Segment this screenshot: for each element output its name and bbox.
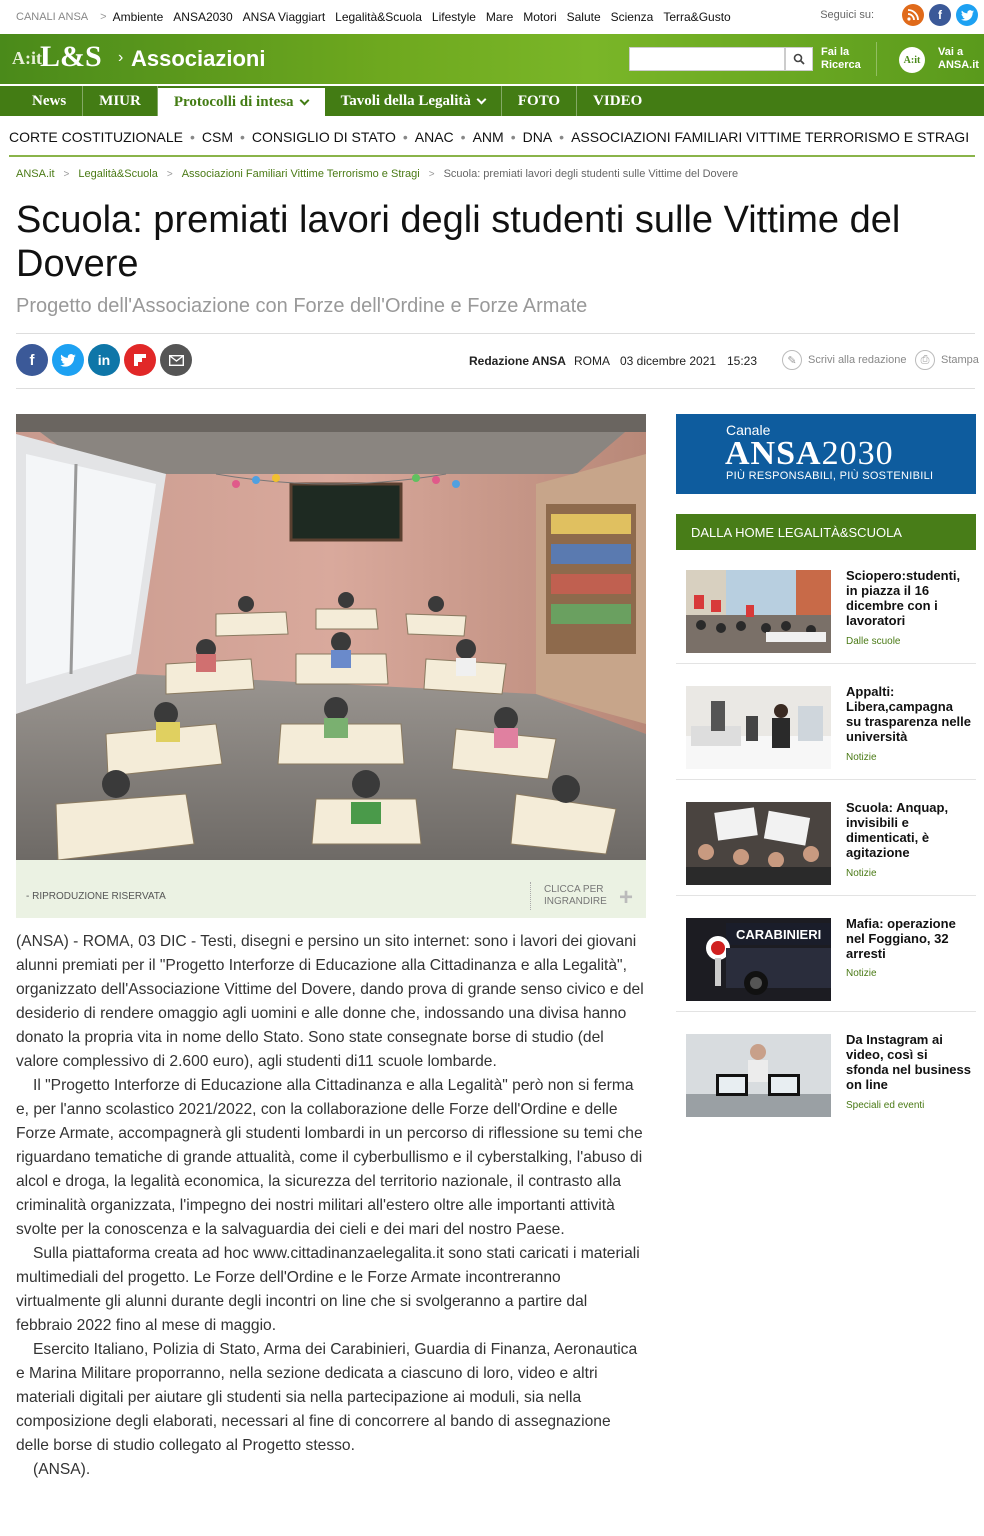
news-thumbnail[interactable] <box>686 918 831 1001</box>
channel-link-scienza[interactable]: Scienza <box>610 10 654 24</box>
image-caption-bar <box>16 860 646 918</box>
site-header <box>0 34 984 84</box>
linkedin-icon[interactable]: in <box>88 344 120 376</box>
pencil-icon: ✎ <box>782 350 802 370</box>
ansa-home-icon[interactable]: A:it <box>899 47 925 73</box>
channels-bar <box>0 0 984 34</box>
subnav-item-consiglio[interactable]: CONSIGLIO DI STATO <box>251 129 396 145</box>
chevron-down-icon <box>299 95 309 105</box>
twitter-icon[interactable] <box>956 4 978 26</box>
sidebar-news-item[interactable] <box>676 676 976 780</box>
sidebar-news-item[interactable] <box>676 792 976 896</box>
sidebar-news-item[interactable] <box>676 908 976 1012</box>
channels-label: CANALI ANSA <box>16 11 89 23</box>
search-button[interactable] <box>785 47 813 71</box>
divider <box>676 779 976 780</box>
article-paragraph: Esercito Italiano, Polizia di Stato, Arma dei Carabinieri, Guardia di Finanza, Aeronautica e Marina Militare proporranno, nella sezione dedicata a ciascuno di loro, video e altri materiali digitali per aiutare gli studenti sia nella partecipazione ai moduli, sia nella composizione degli elaborati, necessari al fine di concorrere al bando di assegnazione delle borse di studio collegato al Progetto stesso. <box>16 1341 638 1454</box>
nav-item-miur[interactable]: MIUR <box>83 86 158 116</box>
news-category[interactable]: Speciali ed eventi <box>846 1100 925 1111</box>
carabinieri-sign: CARABINIERI <box>736 927 822 942</box>
article-paragraph: Il "Progetto Interforze di Educazione alla Cittadinanza e alla Legalità" però non si ferma e, per l'anno scolastico 2021/2022, con la collaborazione delle Forze dell'Ordine e delle Forze Armate, accompagnerà gli studenti lombardi in un percorso di riflessione su temi che riguardano tematiche di grande attualità, come il cyberbullismo e il cyberstalking, l'abuso di alcol e droga, la legalità economica, la sicurezza del territorio nazionale, il contrasto alla criminalità organizzata, l'impegno dei nostri militari all'estero oltre alle importanti attività svolte per la conoscenza e la salvaguardia dei cieli e dei mari del nostro Paese. <box>16 1077 643 1238</box>
news-category[interactable]: Notizie <box>846 752 877 763</box>
subnav-item-associazioni[interactable]: ASSOCIAZIONI FAMILIARI VITTIME TERRORISMO E STRAGI <box>571 129 970 145</box>
chevron-right-icon: > <box>166 168 173 180</box>
channel-link-ansa2030[interactable]: ANSA2030 <box>173 10 233 24</box>
article-author: Redazione ANSA <box>469 354 566 368</box>
chevron-right-icon: > <box>428 168 435 180</box>
page-title: Scuola: premiati lavori degli studenti sulle Vittime del Dovere <box>16 199 901 285</box>
channel-link-salute[interactable]: Salute <box>566 10 601 24</box>
channel-link-motori[interactable]: Motori <box>523 10 557 24</box>
go-to-ansa-link[interactable]: Vai a ANSA.it <box>938 46 979 71</box>
write-to-editor-label: Scrivi alla redazione <box>808 354 907 366</box>
subnav-item-corte[interactable]: CORTE COSTITUZIONALE <box>9 129 183 145</box>
channel-links <box>113 10 731 24</box>
article-city: ROMA <box>574 354 610 368</box>
sidebar-section-header[interactable]: DALLA HOME LEGALITÀ&SCUOLA <box>676 514 976 550</box>
chevron-down-icon <box>476 94 486 104</box>
news-thumbnail[interactable] <box>686 686 831 769</box>
search-icon <box>793 53 805 65</box>
breadcrumb-current: Scuola: premiati lavori degli studenti sulle Vittime del Dovere <box>443 168 739 180</box>
ansa2030-banner[interactable] <box>676 414 976 494</box>
news-category[interactable]: Dalle scuole <box>846 636 901 647</box>
search-label[interactable]: Fai la Ricerca <box>821 46 861 71</box>
plus-icon[interactable]: + <box>619 884 634 911</box>
print-label: Stampa <box>941 354 979 366</box>
news-title[interactable]: Mafia: operazione nel Foggiano, 32 arresti <box>846 916 956 961</box>
breadcrumb-home[interactable]: ANSA.it <box>16 168 55 180</box>
section-title[interactable]: Associazioni <box>131 46 266 71</box>
sidebar-news-item[interactable] <box>676 560 976 664</box>
subnav-item-csm[interactable]: CSM <box>201 129 234 145</box>
news-thumbnail[interactable] <box>686 802 831 885</box>
chevron-right-icon: > <box>63 168 70 180</box>
flipboard-icon[interactable] <box>124 344 156 376</box>
email-icon[interactable] <box>160 344 192 376</box>
divider <box>530 882 531 910</box>
dot-separator: • <box>510 129 516 145</box>
dot-separator: • <box>189 129 195 145</box>
channel-link-mare[interactable]: Mare <box>485 10 514 24</box>
nav-item-foto[interactable]: FOTO <box>502 86 577 116</box>
channel-link-ambiente[interactable]: Ambiente <box>112 10 164 24</box>
page-subtitle: Progetto dell'Associazione con Forze dell'Ordine e Forze Armate <box>16 295 588 317</box>
chevron-right-icon: > <box>100 11 107 23</box>
nav-item-tavoli[interactable]: Tavoli della Legalità <box>325 86 502 116</box>
enlarge-label[interactable]: CLICCA PER INGRANDIRE <box>544 884 607 907</box>
divider <box>16 333 975 334</box>
header-divider <box>876 42 877 76</box>
breadcrumb <box>16 168 738 180</box>
write-to-editor-button[interactable] <box>782 350 906 370</box>
chevron-right-icon: › <box>118 49 124 66</box>
twitter-icon[interactable] <box>52 344 84 376</box>
breadcrumb-associazioni[interactable]: Associazioni Familiari Vittime Terrorismo e Stragi <box>181 168 420 180</box>
banner-tagline: PIÙ RESPONSABILI, PIÙ SOSTENIBILI <box>726 470 934 482</box>
subnav-item-dna[interactable]: DNA <box>522 129 553 145</box>
news-title[interactable]: Da Instagram ai video, così si sfonda nel business on line <box>846 1032 971 1092</box>
breadcrumb-legalita[interactable]: Legalità&Scuola <box>78 168 158 180</box>
dot-separator: • <box>240 129 245 145</box>
divider <box>676 895 976 896</box>
banner-channel-label: Canale <box>726 422 771 438</box>
print-button[interactable] <box>915 350 979 370</box>
divider <box>16 388 975 389</box>
news-thumbnail[interactable] <box>686 570 831 653</box>
nav-item-news[interactable]: News <box>16 86 83 116</box>
dot-separator: • <box>559 129 565 145</box>
print-icon: ⎙ <box>915 350 935 370</box>
subnav-item-anac[interactable]: ANAC <box>414 129 454 145</box>
article-paragraph: Sulla piattaforma creata ad hoc www.cittadinanzaelegalita.it sono stati caricati i materiali multimediali del progetto. Le Forze dell'Ordine e le Forze Armate incontreranno virtualmente gli alunni durante degli incontri on line che si svolgeranno a partire dal febbraio 2022 fino al mese di maggio. <box>16 1245 640 1334</box>
banner-brand: ANSA2030 <box>725 435 894 472</box>
social-follow <box>902 4 978 26</box>
follow-us-label: Seguici su: <box>820 9 874 21</box>
news-title[interactable]: Appalti: Libera,campagna su trasparenza nelle università <box>846 684 971 744</box>
divider <box>676 663 976 664</box>
facebook-icon[interactable]: f <box>929 4 951 26</box>
news-title[interactable]: Sciopero:studenti, in piazza il 16 dicembre con i lavoratori <box>846 568 961 628</box>
article-paragraph: (ANSA). <box>33 1461 91 1478</box>
nav-item-video[interactable]: VIDEO <box>593 92 643 109</box>
channel-link-legalita[interactable]: Legalità&Scuola <box>335 10 422 24</box>
nav-item-protocolli[interactable]: Protocolli di intesa <box>158 88 325 116</box>
main-nav <box>0 86 984 116</box>
subnav-divider <box>9 155 975 157</box>
facebook-icon[interactable]: f <box>16 344 48 376</box>
article-date: 03 dicembre 2021 <box>620 354 717 368</box>
sub-nav <box>0 118 984 156</box>
subnav-item-anm[interactable]: ANM <box>472 129 504 145</box>
dot-separator: • <box>460 129 466 145</box>
news-thumbnail[interactable] <box>686 1034 831 1117</box>
article-paragraph: (ANSA) - ROMA, 03 DIC - Testi, disegni e persino un sito internet: sono i lavori dei giovani alunni premiati per il "Progetto Interforze di Educazione alla Cittadinanza e alla Legalità", organizzato dell'Associazione Vittime del Dovere, dando prova di grande senso civico e del desiderio di rendere omaggio agli uomini e alle donne che, indossando una divisa hanno donato la propria vita in nome dello Stato. Sono state consegnate borse di studio (del valore complessivo di 2.600 euro), agli studenti di11 scuole lombarde. <box>16 933 644 1070</box>
article-image[interactable] <box>16 414 646 860</box>
channel-link-terragusto[interactable]: Terra&Gusto <box>663 10 731 24</box>
share-buttons <box>16 344 192 376</box>
article-body <box>16 930 646 1482</box>
channel-link-lifestyle[interactable]: Lifestyle <box>431 10 476 24</box>
news-title[interactable]: Scuola: Anquap, invisibili e dimenticati, è agitazione <box>846 800 949 860</box>
rss-icon[interactable] <box>902 4 924 26</box>
divider <box>676 1011 976 1012</box>
search-input[interactable] <box>629 47 785 71</box>
ls-logo[interactable]: L&S <box>40 40 102 73</box>
channel-link-viaggiart[interactable]: ANSA Viaggiart <box>242 10 326 24</box>
news-category[interactable]: Notizie <box>846 868 877 879</box>
image-copyright: - RIPRODUZIONE RISERVATA <box>26 891 166 902</box>
dot-separator: • <box>402 129 408 145</box>
news-category[interactable]: Notizie <box>846 968 877 979</box>
ansa-logo-small[interactable]: A:it <box>12 48 42 68</box>
article-time: 15:23 <box>727 354 758 368</box>
sidebar-news-item[interactable] <box>676 1024 976 1128</box>
